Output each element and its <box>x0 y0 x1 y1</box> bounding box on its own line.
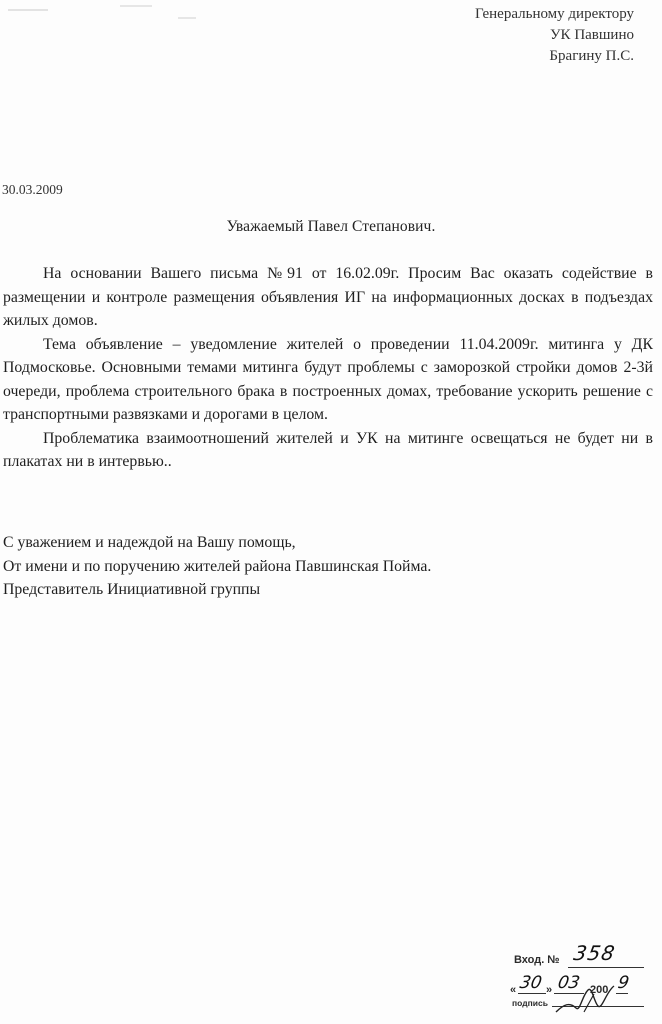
recipient-company: УК Павшино <box>549 27 634 43</box>
paragraph-topic: Тема объявление – уведомление жителей о проведении 11.04.2009г. митинга у ДК Подмосковье. Основными темами митинга будут проблемы с заморозкой стройки домов 2-3й очереди, проблема строительного брака в построенных домах, требование ускорить решение с транспортными развязками и дорогами в целом. <box>3 335 653 423</box>
closing-representative: Представитель Инициативной группы <box>3 581 261 598</box>
letter-body <box>3 262 653 474</box>
stamp-year-prefix: 200 <box>590 984 609 996</box>
handwritten-signature <box>554 982 624 1018</box>
stamp-month: 03 <box>556 973 582 993</box>
incoming-number-line <box>568 967 644 968</box>
recipient-title: Генеральному директору <box>474 6 634 22</box>
letter-date: 30.03.2009 <box>2 182 63 197</box>
closing-block <box>3 531 431 602</box>
signature-label: подпись <box>512 998 548 1008</box>
paragraph-request: На основании Вашего письма №91 от 16.02.09г. Просим Вас оказать содействие в размещении и контроле размещения объявления ИГ на информационных досках в подъездах жилых домов. <box>3 265 653 329</box>
recipient-name: Брагину П.С. <box>549 48 634 64</box>
paragraph-note: Проблематика взаимоотношений жителей и УК на митинге освещаться не будет ни в плакатах ни в интервью.. <box>3 429 653 470</box>
closing-regards: С уважением и надеждой на Вашу помощь, <box>3 534 296 551</box>
stamp-day: 30 <box>518 973 544 993</box>
registration-stamp <box>510 940 650 1020</box>
day-line <box>518 993 546 994</box>
stamp-year-suffix: 9 <box>616 973 631 993</box>
closing-on-behalf: От имени и по поручению жителей района Павшинская Пойма. <box>3 557 432 575</box>
incoming-label: Вход. № <box>514 954 560 966</box>
date-close-quote: » <box>546 984 553 996</box>
salutation: Уважаемый Павел Степанович. <box>226 218 436 235</box>
date-open-quote: « <box>510 984 517 996</box>
incoming-number: 358 <box>571 941 618 965</box>
recipient-block <box>475 4 634 67</box>
